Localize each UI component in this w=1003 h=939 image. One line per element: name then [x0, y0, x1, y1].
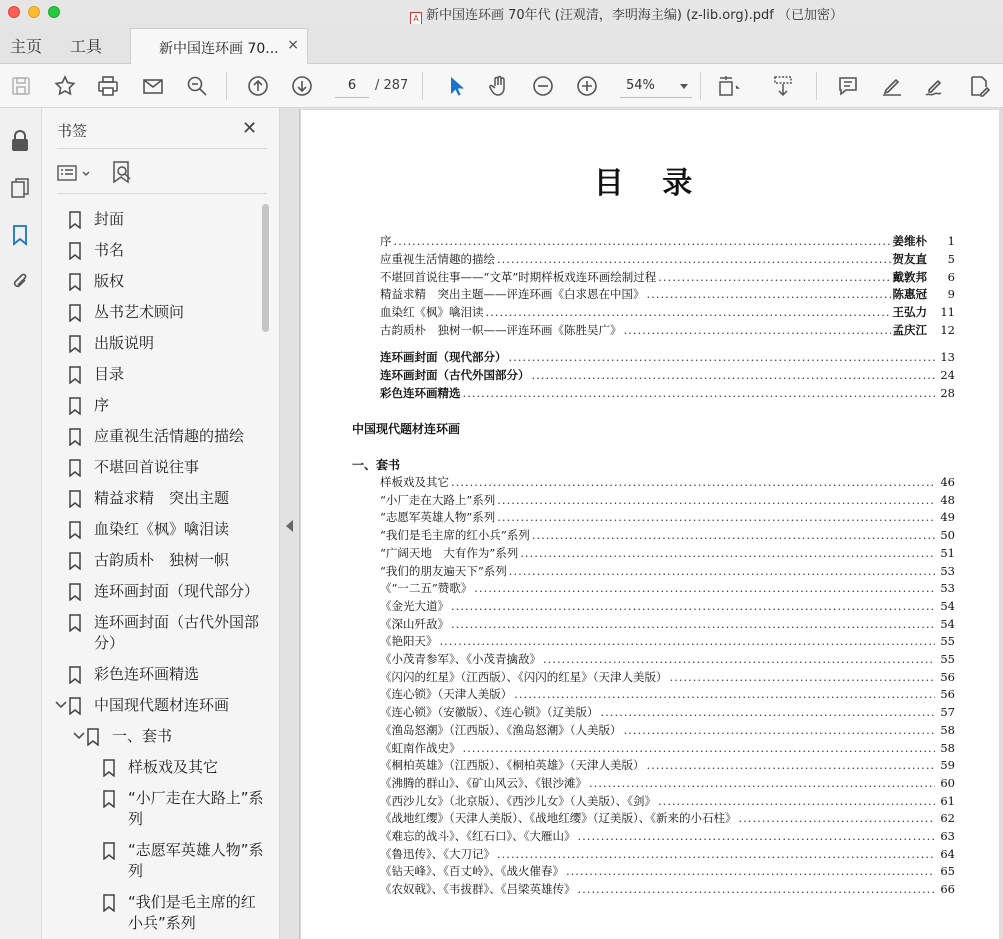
- toc-title: “我们是毛主席的红小兵”系列: [380, 528, 530, 543]
- toc-page-number: 53: [940, 581, 955, 596]
- toc-leader-dots: [497, 510, 935, 524]
- toc-page-number: 59: [940, 758, 955, 773]
- toc-page-number: 53: [940, 563, 955, 578]
- collapse-arrow-icon[interactable]: [286, 520, 293, 532]
- toc-leader-dots: [658, 270, 890, 284]
- bookmark-item[interactable]: [42, 359, 267, 390]
- bookmark-panel-icon[interactable]: [7, 222, 33, 248]
- bookmark-icon: [68, 614, 82, 632]
- bookmark-icon: [68, 211, 82, 229]
- bookmark-item[interactable]: [42, 721, 267, 752]
- bookmark-label: 版权: [94, 272, 125, 290]
- toc-row[interactable]: [380, 492, 955, 509]
- scroll-mode-icon[interactable]: [770, 73, 796, 99]
- tab-document[interactable]: [130, 28, 308, 64]
- toc-title: 《沸腾的群山》、《矿山风云》、《银沙滩》: [380, 775, 587, 790]
- toc-title: “广阔天地 大有作为”系列: [380, 545, 519, 560]
- add-bookmark-icon[interactable]: [111, 160, 133, 188]
- panel-title: 书签: [57, 122, 88, 140]
- caret-spacer: [54, 209, 68, 229]
- mail-icon[interactable]: [140, 73, 166, 99]
- toc-author: 王弘力: [892, 305, 927, 320]
- toc-leader-dots: [509, 564, 935, 578]
- bookmark-label: 中国现代题材连环画: [94, 696, 230, 714]
- bookmark-label: 书名: [94, 241, 125, 259]
- toc-leader-dots: [532, 528, 935, 542]
- bookmark-label: “志愿军英雄人物”系列: [128, 841, 264, 880]
- toc-row[interactable]: [380, 322, 955, 339]
- toc-row[interactable]: [380, 367, 955, 384]
- bookmark-item[interactable]: [42, 266, 267, 297]
- toc-row[interactable]: [380, 251, 955, 268]
- toc-title: 连环画封面（古代外国部分）: [380, 367, 530, 382]
- bookmark-item[interactable]: [42, 607, 267, 659]
- toc-title: 序: [380, 234, 392, 248]
- pages-thumbnail-icon[interactable]: [7, 175, 33, 201]
- toc-page-number: 5: [947, 251, 955, 266]
- toc-title: 《连心锁》（天津人美版）: [380, 687, 513, 702]
- bookmark-item[interactable]: [42, 235, 267, 266]
- bookmark-item[interactable]: [42, 690, 267, 721]
- toc-page-number: 48: [940, 492, 955, 507]
- caret-spacer: [54, 333, 68, 353]
- panel-splitter[interactable]: [280, 108, 300, 939]
- bookmark-label: 精益求精 突出主题: [94, 489, 230, 507]
- toc-leader-dots: [589, 776, 935, 790]
- section-heading: 中国现代题材连环画: [352, 422, 461, 436]
- caret-spacer: [54, 364, 68, 384]
- bookmark-item[interactable]: [42, 887, 267, 939]
- chevron-down-icon[interactable]: [54, 695, 68, 715]
- bookmark-label: 连环画封面（古代外国部分）: [94, 613, 260, 652]
- bookmark-label: 血染红《枫》噙泪读: [94, 520, 230, 538]
- toc-row[interactable]: [380, 722, 955, 739]
- edit-pdf-icon[interactable]: [966, 73, 992, 99]
- bookmark-icon: [68, 273, 82, 291]
- toolbar-divider: [816, 72, 817, 100]
- toc-row[interactable]: [380, 286, 955, 303]
- bookmark-icon: [68, 521, 82, 539]
- bookmark-item[interactable]: [42, 204, 267, 235]
- toc-leader-dots: [451, 617, 935, 631]
- bookmark-item[interactable]: [42, 752, 267, 783]
- toc-page-number: 58: [940, 722, 955, 737]
- zoom-select[interactable]: [620, 74, 692, 98]
- toc-title: 《难忘的战斗》、《红石口》、《大雁山》: [380, 829, 576, 843]
- sign-icon[interactable]: [922, 73, 948, 99]
- caret-spacer: [54, 426, 68, 446]
- toc-row[interactable]: [380, 757, 955, 774]
- bookmark-icon: [102, 790, 116, 808]
- toc-author: 姜维朴: [892, 234, 927, 248]
- bookmark-item[interactable]: [42, 659, 267, 690]
- bookmark-label: 目录: [94, 365, 125, 383]
- toc-row[interactable]: [380, 793, 955, 810]
- toc-row[interactable]: [380, 704, 955, 721]
- caret-spacer: [54, 271, 68, 291]
- toc-author: 贺友直: [892, 251, 927, 266]
- bookmark-item[interactable]: [42, 576, 267, 607]
- toc-row[interactable]: [380, 545, 955, 562]
- bookmark-item[interactable]: [42, 483, 267, 514]
- bookmark-icon: [102, 894, 116, 912]
- window-titlebar: [0, 0, 1003, 24]
- toc-title: “志愿军英雄人物”系列: [380, 510, 496, 525]
- toc-title: 血染红《枫》噙泪读: [380, 305, 484, 320]
- toc-leader-dots: [474, 581, 935, 595]
- toc-page-number: 66: [940, 882, 955, 897]
- caret-spacer: [88, 840, 102, 860]
- bookmark-icon: [68, 552, 82, 570]
- tab-bar: [0, 24, 1003, 64]
- toc-page-number: 24: [940, 367, 955, 382]
- toc-page-number: 55: [940, 652, 955, 666]
- toc-leader-dots: [497, 493, 935, 507]
- toc-row[interactable]: [380, 828, 955, 845]
- toc-title: 《战地红缨》（天津人美版）、《战地红缨》（辽美版）、《新来的小石柱》: [380, 811, 737, 826]
- caret-spacer: [54, 581, 68, 601]
- toc-page-number: 57: [940, 705, 955, 720]
- toc-leader-dots: [463, 741, 936, 755]
- toc-row[interactable]: [380, 509, 955, 526]
- bookmark-icon: [68, 490, 82, 508]
- bookmark-label: 丛书艺术顾问: [94, 303, 185, 321]
- zoom-in-icon[interactable]: [574, 73, 600, 99]
- bookmark-item[interactable]: [42, 835, 267, 887]
- bookmark-icon: [68, 697, 82, 715]
- bookmark-icon: [86, 728, 100, 746]
- bookmark-label: “小厂走在大路上”系列: [128, 789, 264, 828]
- toc-title: 《农奴戟》、《韦拔群》、《吕梁英雄传》: [380, 882, 576, 897]
- caret-spacer: [54, 302, 68, 322]
- toc-leader-dots: [486, 305, 891, 319]
- toc-title: 《闪闪的红星》（江西版）、《闪闪的红星》（天津人美版）: [380, 669, 668, 684]
- bookmark-options-icon[interactable]: [57, 164, 95, 186]
- attachment-icon[interactable]: [7, 268, 33, 294]
- panel-tools: [57, 160, 157, 188]
- toc-title: 古韵质朴 独树一帜——评连环画《陈胜吴广》: [380, 323, 622, 337]
- toc-page-number: 56: [940, 669, 955, 684]
- left-rail: [0, 108, 42, 939]
- toc-title: 精益求精 突出主题——评连环画《白求恩在中国》: [380, 287, 645, 302]
- bookmark-label: 出版说明: [94, 334, 155, 352]
- toc-leader-dots: [463, 386, 936, 400]
- bookmark-icon: [68, 242, 82, 260]
- tab-home[interactable]: 主页: [10, 37, 43, 56]
- bookmark-item[interactable]: [42, 421, 267, 452]
- document-scrollbar[interactable]: [999, 108, 1003, 939]
- caret-spacer: [88, 788, 102, 808]
- toc-leader-dots: [658, 794, 935, 808]
- chevron-down-icon[interactable]: [72, 726, 86, 746]
- toc-page-number: 9: [947, 287, 955, 302]
- window-maximize-button[interactable]: [48, 6, 60, 18]
- toc-page-number: 1: [947, 234, 955, 248]
- toc-page-number: 65: [940, 864, 955, 879]
- pdf-page: [301, 110, 999, 939]
- bookmark-icon: [68, 666, 82, 684]
- toc-leader-dots: [440, 634, 936, 648]
- toc-title: 《深山歼敌》: [380, 616, 449, 631]
- toc-leader-dots: [497, 252, 891, 266]
- select-cursor-icon[interactable]: [443, 73, 469, 99]
- toc-page-number: 60: [940, 775, 955, 790]
- bookmark-label: “我们是毛主席的红小兵”系列: [128, 893, 256, 932]
- bookmark-item[interactable]: [42, 390, 267, 421]
- panel-divider: [57, 148, 267, 149]
- hand-tool-icon[interactable]: [486, 73, 512, 99]
- search-icon[interactable]: [184, 73, 210, 99]
- lock-icon[interactable]: [7, 128, 33, 154]
- chevron-down-icon: [680, 84, 688, 89]
- toc-page-number: 28: [940, 385, 955, 400]
- bookmark-icon: [68, 304, 82, 322]
- toc-title: 《小茂青参军》、《小茂青擒敌》: [380, 652, 541, 666]
- toc-title: 样板戏及其它: [380, 475, 449, 489]
- toc-title: 《渔岛怒潮》（江西版）、《渔岛怒潮》（人美版）: [380, 722, 622, 737]
- panel-close-button[interactable]: ✕: [242, 118, 258, 139]
- toc-page-number: 54: [940, 598, 955, 613]
- zoom-out-icon[interactable]: [530, 73, 556, 99]
- toc-page-number: 54: [940, 616, 955, 631]
- toc-page-number: 12: [940, 323, 955, 337]
- toc-page-number: 51: [940, 545, 955, 560]
- toc-title: 《鲁迅传》、《大刀记》: [380, 846, 495, 861]
- toc-page-number: 55: [940, 634, 955, 649]
- page-number-input[interactable]: 6: [335, 74, 369, 98]
- toc-row[interactable]: [380, 269, 955, 286]
- toolbar-divider: [700, 72, 701, 100]
- bookmark-icon: [68, 428, 82, 446]
- toc-leader-dots: [670, 670, 936, 684]
- tab-tools[interactable]: 工具: [70, 37, 103, 56]
- bookmark-icon: [68, 335, 82, 353]
- bookmark-label: 不堪回首说往事: [94, 458, 200, 476]
- toc-heading: 目 录: [593, 166, 707, 201]
- star-icon[interactable]: [52, 73, 78, 99]
- toc-title: 《金光大道》: [380, 598, 449, 613]
- window-title: [410, 4, 843, 26]
- toc-row[interactable]: [380, 669, 955, 686]
- toc-title: 《连心锁》（安徽版）、《连心锁》（辽美版）: [380, 705, 599, 720]
- highlight-pen-icon[interactable]: [879, 73, 905, 99]
- bookmark-label: 应重视生活情趣的描绘: [94, 427, 245, 445]
- toc-author: 陈惠冠: [892, 287, 927, 302]
- toc-leader-dots: [509, 350, 936, 364]
- toc-title: “小厂走在大路上”系列: [380, 492, 496, 507]
- toc-row[interactable]: [380, 810, 955, 827]
- caret-spacer: [88, 892, 102, 912]
- toc-leader-dots: [578, 882, 936, 896]
- bookmark-label: 连环画封面（现代部分）: [94, 582, 260, 600]
- toc-leader-dots: [532, 368, 936, 382]
- toc-leader-dots: [514, 687, 935, 701]
- toc-page-number: 61: [940, 793, 955, 808]
- print-icon[interactable]: [95, 73, 121, 99]
- toc-leader-dots: [451, 475, 935, 489]
- caret-spacer: [54, 395, 68, 415]
- caret-spacer: [54, 664, 68, 684]
- caret-spacer: [54, 457, 68, 477]
- bookmark-panel: [42, 108, 280, 939]
- toc-page-number: 11: [940, 305, 955, 320]
- toc-title: 《西沙儿女》（北京版）、《西沙儿女》（人美版）、《剑》: [380, 793, 656, 808]
- bookmark-item[interactable]: [42, 328, 267, 359]
- toc-row[interactable]: [380, 686, 955, 703]
- toc-row[interactable]: [380, 304, 955, 321]
- tab-document-label: 新中国连环画 70...: [159, 41, 279, 57]
- bookmark-icon: [68, 583, 82, 601]
- toc-title: 《“一二五”赞歌》: [380, 581, 473, 596]
- page-down-icon[interactable]: [289, 73, 315, 99]
- toc-page-number: 58: [940, 740, 955, 755]
- toc-title: 彩色连环画精选: [380, 385, 461, 400]
- toc-row[interactable]: [380, 616, 955, 633]
- caret-spacer: [88, 757, 102, 777]
- toc-title: 不堪回首说往事——“文革”时期样板戏连环画绘制过程: [380, 269, 657, 284]
- bookmark-item[interactable]: [42, 545, 267, 576]
- toc-title: 《虹南作战史》: [380, 740, 461, 755]
- bookmark-label: 序: [94, 396, 110, 414]
- comment-icon[interactable]: [835, 73, 861, 99]
- caret-spacer: [54, 240, 68, 260]
- bookmark-item[interactable]: [42, 514, 267, 545]
- toc-page-number: 62: [940, 811, 955, 826]
- toolbar-divider: [422, 72, 423, 100]
- toc-title: 连环画封面（现代部分）: [380, 350, 507, 364]
- toc-page-number: 6: [947, 269, 955, 284]
- bookmark-item[interactable]: [42, 297, 267, 328]
- bookmark-item[interactable]: [42, 452, 267, 483]
- page-up-icon[interactable]: [245, 73, 271, 99]
- toc-row[interactable]: [380, 633, 955, 650]
- toc-leader-dots: [543, 652, 935, 666]
- bookmark-label: 封面: [94, 210, 125, 228]
- toc-row[interactable]: [380, 740, 955, 757]
- toc-row[interactable]: [380, 474, 955, 491]
- page-total-label: / 287: [375, 78, 409, 93]
- toc-leader-dots: [647, 758, 936, 772]
- pdf-file-icon: A: [410, 12, 422, 26]
- toc-row[interactable]: [380, 775, 955, 792]
- toc-row[interactable]: [380, 846, 955, 863]
- toc-leader-dots: [497, 847, 935, 861]
- page-fit-icon[interactable]: [715, 73, 741, 99]
- toc-row[interactable]: [380, 527, 955, 544]
- toc-leader-dots: [624, 723, 936, 737]
- bookmark-item[interactable]: [42, 783, 267, 835]
- toc-row[interactable]: [380, 233, 955, 250]
- save-icon[interactable]: [8, 73, 34, 99]
- toc-title: 《钻天峰》、《百丈岭》、《战火催春》: [380, 864, 564, 879]
- toc-leader-dots: [451, 599, 935, 613]
- toc-leader-dots: [739, 811, 936, 825]
- bookmark-icon: [68, 397, 82, 415]
- toc-leader-dots: [601, 705, 936, 719]
- panel-scrollbar[interactable]: [262, 204, 269, 332]
- subsection-heading: 一、套书: [352, 458, 401, 472]
- bookmark-icon: [68, 459, 82, 477]
- window-title-text: 新中国连环画 70年代 (汪观清，李明海主编) (z-lib.org).pdf （已加密）: [426, 8, 844, 23]
- window-minimize-button[interactable]: [28, 6, 40, 18]
- toc-page-number: 64: [940, 846, 955, 861]
- caret-spacer: [54, 612, 68, 632]
- main-toolbar: [0, 64, 1003, 108]
- toc-row[interactable]: [380, 563, 955, 580]
- toc-title: 《桐柏英雄》（江西版）、《桐柏英雄》（天津人美版）: [380, 758, 645, 773]
- toolbar-divider: [226, 72, 227, 100]
- toc-row[interactable]: [380, 598, 955, 615]
- toc-title: 应重视生活情趣的描绘: [380, 251, 495, 266]
- window-close-button[interactable]: [8, 6, 20, 18]
- toc-row[interactable]: [380, 580, 955, 597]
- caret-spacer: [54, 519, 68, 539]
- toc-page-number: 56: [940, 687, 955, 702]
- toc-page-number: 49: [940, 510, 955, 525]
- toc-leader-dots: [647, 287, 891, 301]
- bookmark-label: 一、套书: [112, 727, 173, 745]
- caret-spacer: [54, 488, 68, 508]
- zoom-value: 54%: [626, 78, 655, 93]
- bookmark-list: [42, 204, 267, 939]
- bookmark-label: 古韵质朴 独树一帜: [94, 551, 230, 569]
- toc-row[interactable]: [380, 651, 955, 668]
- toc-leader-dots: [566, 864, 935, 878]
- bookmark-icon: [102, 842, 116, 860]
- toc-title: “我们的朋友遍天下”系列: [380, 563, 507, 578]
- bookmark-label: 样板戏及其它: [128, 758, 219, 776]
- tab-close-button[interactable]: ×: [287, 37, 299, 53]
- toc-row[interactable]: [380, 863, 955, 880]
- toc-leader-dots: [578, 829, 936, 843]
- toc-title: 《艳阳天》: [380, 634, 438, 649]
- caret-spacer: [54, 550, 68, 570]
- toc-row[interactable]: [380, 349, 955, 366]
- toc-leader-dots: [624, 323, 891, 337]
- toc-page-number: 46: [940, 475, 955, 489]
- toc-page-number: 63: [940, 829, 955, 843]
- toc-page-number: 50: [940, 528, 955, 543]
- toc-author: 戴敦邦: [892, 269, 927, 284]
- toc-leader-dots: [520, 546, 935, 560]
- toc-leader-dots: [394, 234, 891, 248]
- bookmark-label: 彩色连环画精选: [94, 665, 200, 683]
- toc-row[interactable]: [380, 385, 955, 402]
- bookmark-icon: [68, 366, 82, 384]
- bookmark-icon: [102, 759, 116, 777]
- toc-row[interactable]: [380, 881, 955, 898]
- toc-author: 孟庆江: [892, 323, 927, 337]
- panel-divider: [57, 193, 267, 194]
- toc-page-number: 13: [940, 350, 955, 364]
